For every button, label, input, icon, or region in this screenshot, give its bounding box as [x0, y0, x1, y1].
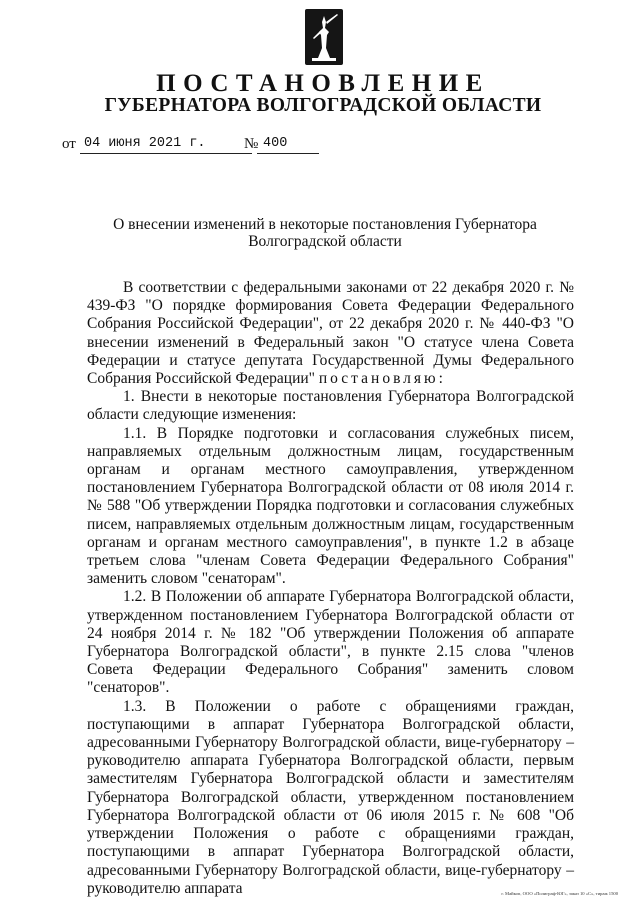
decree-word: постановляю:: [318, 370, 446, 388]
document-issuer: ГУБЕРНАТОРА ВОЛГОГРАДСКОЙ ОБЛАСТИ: [104, 95, 542, 116]
document-body: [87, 279, 574, 898]
date-from-label: от: [62, 136, 76, 152]
preamble-paragraph: [87, 279, 574, 388]
document-title: ПОСТАНОВЛЕНИЕ: [156, 70, 490, 97]
clause-1-3: 1.3. В Положении о работе с обращениями граждан, поступающими в аппарат Губернатора Волгоградской области, адресованными Губернатору Волгоградской области, вице-губернатору – руководителю аппарата Губернатора Волгоградской области, первым заместителям Губернатора Волгоградской области и заместителям Губернатора Волгоградской области, утвержденном постановлением Губернатора Волгоградской области от 06 июля 2015 г. № 608 "Об утверждении Положения о работе с обращениями граждан, поступающими в аппарат Губернатора Волгоградской области, адресованными Губернатору Волгоградской области, вице-губернатору – руководителю аппарата: [87, 697, 574, 897]
clause-1-2: 1.2. В Положении об аппарате Губернатора Волгоградской области, утвержденном постановлением Губернатора Волгоградской области от 24 ноября 2014 г. № 182 "Об утверждении Положения об аппарате Губернатора Волгоградской области", в пункте 2.15 слова "членов Совета Федерации Федерального Собрания" заменить словом "сенаторов".: [87, 588, 574, 697]
clause-1: 1. Внести в некоторые постановления Губернатора Волгоградской области следующие изменения:: [87, 388, 574, 424]
document-subject: О внесении изменений в некоторые постановления Губернатора Волгоградской области: [113, 216, 537, 250]
clause-1-1: 1.1. В Порядке подготовки и согласования служебных писем, направляемых отдельным должностным лицам, государственным органам и органам местного самоуправления, утвержденном постановлением Губернатора Волгоградской области от 08 июля 2014 г. № 588 "Об утверждении Порядка подготовки и согласования служебных писем, направляемых отдельным должностным лицам, государственным органам и органам местного самоуправления", в пункте 1.2 в абзаце третьем слова "членам Совета Федерации Федерального Собрания" заменить словом "сенаторам".: [87, 424, 574, 588]
document-date: 04 июня 2021 г.: [80, 135, 252, 154]
print-imprint: г. Майкоп, ООО «Полиграф-ЮГ», заказ 10 «С», тираж 1500: [501, 891, 618, 896]
volgograd-emblem-icon: [304, 8, 344, 66]
document-number: 400: [257, 135, 319, 154]
number-label: №: [244, 136, 259, 152]
preamble-text: В соответствии с федеральными законами от 22 декабря 2020 г. № 439-ФЗ "О порядке формирования Совета Федерации Федерального Собрания Российской Федерации", от 22 декабря 2020 г. № 440-ФЗ "О внесении изменений в Федеральный закон "О статусе члена Совета Федерации и статусе депутата Государственной Думы Федерального Собрания Российской Федерации": [87, 279, 574, 388]
